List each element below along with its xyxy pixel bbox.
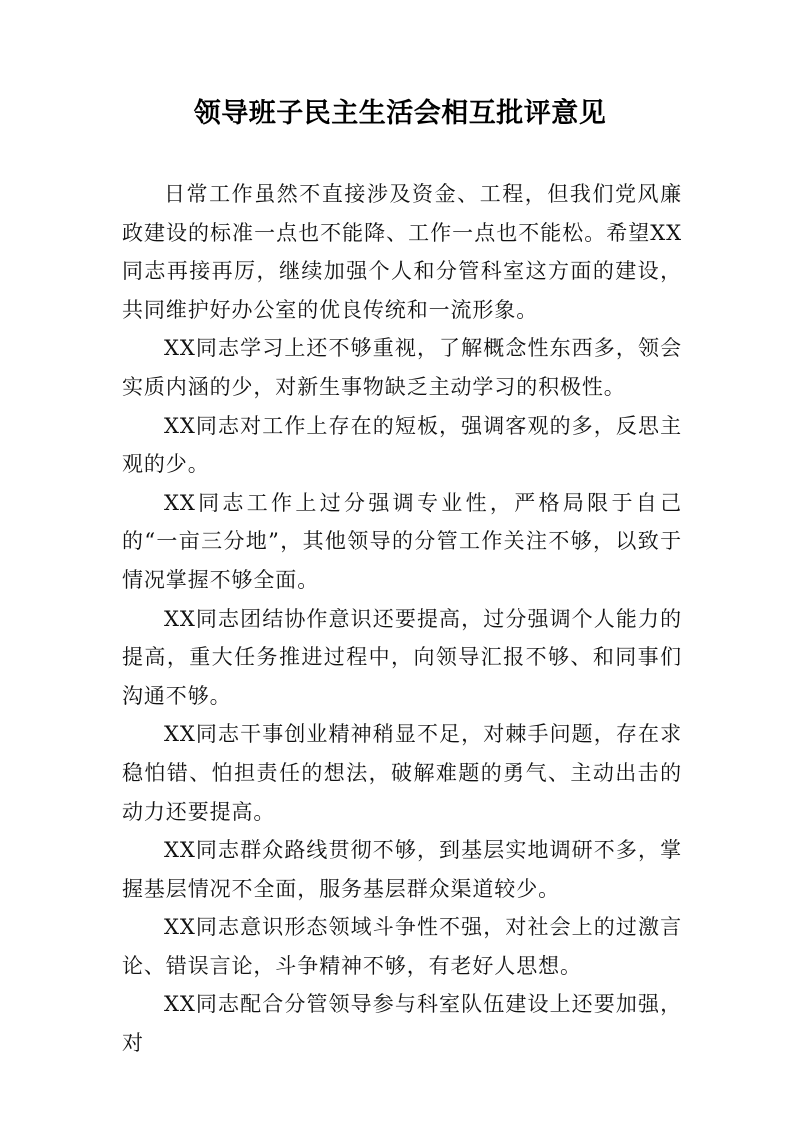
document-title: 领导班子民主生活会相互批评意见 [193, 98, 607, 129]
paragraph: XX同志群众路线贯彻不够，到基层实地调研不多，掌握基层情况不全面，服务基层群众渠道较少。 [122, 838, 682, 901]
paragraph: XX同志对工作上存在的短板，强调客观的多，反思主观的少。 [122, 413, 682, 477]
paragraph: XX同志团结协作意识还要提高，过分强调个人能力的提高，重大任务推进过程中，向领导汇报不够、和同事们沟通不够。 [122, 606, 682, 708]
paragraph: XX同志干事创业精神稍显不足，对棘手问题，存在求稳怕错、怕担责任的想法，破解难题的勇气、主动出击的动力还要提高。 [122, 722, 682, 824]
paragraph: XX同志工作上过分强调专业性，严格局限于自己的“一亩三分地”，其他领导的分管工作关注不够，以致于情况掌握不够全面。 [122, 490, 682, 592]
paragraph: XX同志意识形态领域斗争性不强，对社会上的过激言论、错误言论，斗争精神不够，有老好人思想。 [122, 915, 682, 978]
paragraph: 日常工作虽然不直接涉及资金、工程，但我们党风廉政建设的标准一点也不能降、工作一点也不能松。希望XX同志再接再厉，继续加强个人和分管科室这方面的建设，共同维护好办公室的优良传统和一流形象。 [122, 182, 682, 322]
paragraph: XX同志学习上还不够重视，了解概念性东西多，领会实质内涵的少，对新生事物缺乏主动学习的积极性。 [122, 336, 682, 399]
document-body [122, 175, 682, 1063]
paragraph: XX同志配合分管领导参与科室队伍建设上还要加强，对 [122, 992, 682, 1056]
